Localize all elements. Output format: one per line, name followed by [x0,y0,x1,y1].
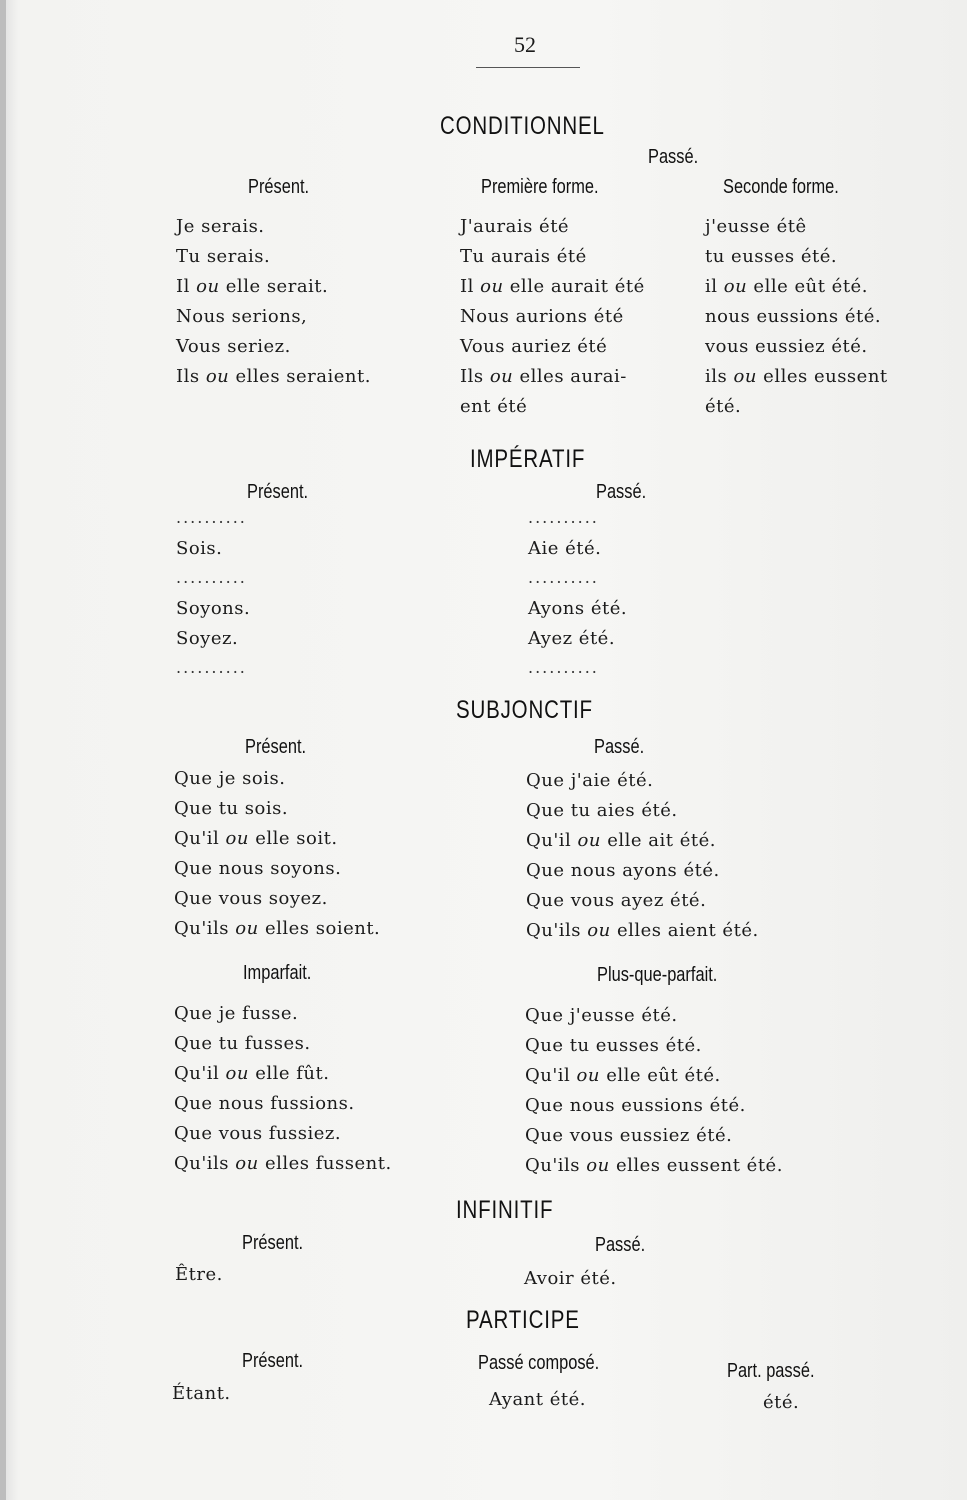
imperatif-passe-label: Passé. [596,481,647,503]
page-edge-shadow [0,0,6,1500]
conditionnel-present-line: Nous serions, [176,306,308,327]
subjonctif-passe-line: Qu'ils ou elles aient été. [526,920,759,941]
imperatif-present-line: .......... [176,508,247,527]
subjonctif-passe-line: Que tu aies été. [526,800,678,821]
subjonctif-pqp-line: Que j'eusse été. [525,1005,678,1026]
subjonctif-passe-line: Que j'aie été. [526,770,654,791]
infinitif-passe-form: Avoir été. [524,1268,617,1289]
subjonctif-present-line: Que vous soyez. [174,888,328,909]
subjonctif-passe-line: Que nous ayons été. [526,860,720,881]
participe-compose-form: Ayant été. [489,1389,586,1410]
conditionnel-seconde-line: vous eussiez été. [705,336,868,357]
conditionnel-seconde-line: tu eusses été. [705,246,838,267]
imperatif-passe-line: .......... [528,568,599,587]
subjonctif-passe-line: Que vous ayez été. [526,890,707,911]
subjonctif-present-line: Qu'il ou elle soit. [174,828,338,849]
imperatif-present-line: Soyez. [176,628,239,649]
subjonctif-passe-label: Passé. [594,736,645,758]
subjonctif-present-line: Que je sois. [174,768,286,789]
subjonctif-pqp-line: Qu'il ou elle eût été. [525,1065,721,1086]
imperatif-present-line: Soyons. [176,598,251,619]
infinitif-present-form: Être. [175,1264,223,1285]
subjonctif-pqp-line: Que tu eusses été. [525,1035,702,1056]
subjonctif-imparfait-line: Que tu fusses. [174,1033,311,1054]
conditionnel-seconde-line: il ou elle eût été. [705,276,868,297]
subjonctif-imparfait-line: Qu'ils ou elles fussent. [174,1153,392,1174]
conditionnel-present-line: Tu serais. [176,246,271,267]
subjonctif-pqp-line: Que vous eussiez été. [525,1125,733,1146]
conditionnel-present-line: Vous seriez. [176,336,291,357]
conditionnel-premiere-line: Vous auriez été [460,336,608,357]
subjonctif-imparfait-line: Que je fusse. [174,1003,299,1024]
subjonctif-heading: SUBJONCTIF [456,696,593,724]
imperatif-present-label: Présent. [247,481,309,503]
participe-part-passe-label: Part. passé. [727,1360,815,1382]
conditionnel-premiere-line: Il ou elle aurait été [460,276,645,297]
participe-present-form: Étant. [172,1383,231,1404]
conditionnel-premiere-line: ent été [460,396,528,417]
conditionnel-premiere-label: Première forme. [481,176,599,198]
subjonctif-pqp-label: Plus-que-parfait. [597,964,718,986]
page-number: 52 [514,32,536,57]
imperatif-passe-line: .......... [528,658,599,677]
subjonctif-pqp-line: Qu'ils ou elles eussent été. [525,1155,783,1176]
subjonctif-pqp-line: Que nous eussions été. [525,1095,746,1116]
conditionnel-seconde-line: été. [705,396,742,417]
subjonctif-imparfait-line: Que nous fussions. [174,1093,355,1114]
imperatif-heading: IMPÉRATIF [470,445,586,473]
conditionnel-present-line: Je serais. [176,216,265,237]
subjonctif-present-label: Présent. [245,736,307,758]
conditionnel-premiere-line: Tu aurais été [460,246,587,267]
conditionnel-seconde-line: ils ou elles eussent [705,366,888,387]
subjonctif-present-line: Que nous soyons. [174,858,342,879]
participe-heading: PARTICIPE [466,1306,580,1334]
conditionnel-passe-label: Passé. [648,146,699,168]
participe-part-passe-form: été. [763,1392,800,1413]
participe-present-label: Présent. [242,1350,304,1372]
conditionnel-present-line: Ils ou elles seraient. [176,366,371,387]
infinitif-passe-label: Passé. [595,1234,646,1256]
conditionnel-heading: CONDITIONNEL [440,112,605,140]
conditionnel-premiere-line: Nous aurions été [460,306,624,327]
imperatif-present-line: .......... [176,658,247,677]
subjonctif-imparfait-line: Qu'il ou elle fût. [174,1063,330,1084]
subjonctif-present-line: Que tu sois. [174,798,289,819]
imperatif-passe-line: Aie été. [528,538,602,559]
imperatif-passe-line: .......... [528,508,599,527]
conditionnel-premiere-line: J'aurais été [460,216,570,237]
conditionnel-present-label: Présent. [248,176,310,198]
imperatif-present-line: Sois. [176,538,223,559]
participe-compose-label: Passé composé. [478,1352,600,1374]
imperatif-present-line: .......... [176,568,247,587]
subjonctif-imparfait-line: Que vous fussiez. [174,1123,342,1144]
conditionnel-seconde-line: j'eusse étê [705,216,807,237]
imperatif-passe-line: Ayez été. [528,628,616,649]
page-number-rule [476,67,580,68]
conditionnel-seconde-line: nous eussions été. [705,306,882,327]
subjonctif-imparfait-label: Imparfait. [243,962,312,984]
infinitif-heading: INFINITIF [456,1196,554,1224]
subjonctif-present-line: Qu'ils ou elles soient. [174,918,381,939]
conditionnel-present-line: Il ou elle serait. [176,276,329,297]
subjonctif-passe-line: Qu'il ou elle ait été. [526,830,716,851]
imperatif-passe-line: Ayons été. [528,598,628,619]
conditionnel-premiere-line: Ils ou elles aurai- [460,366,627,387]
conditionnel-seconde-label: Seconde forme. [723,176,839,198]
infinitif-present-label: Présent. [242,1232,304,1254]
